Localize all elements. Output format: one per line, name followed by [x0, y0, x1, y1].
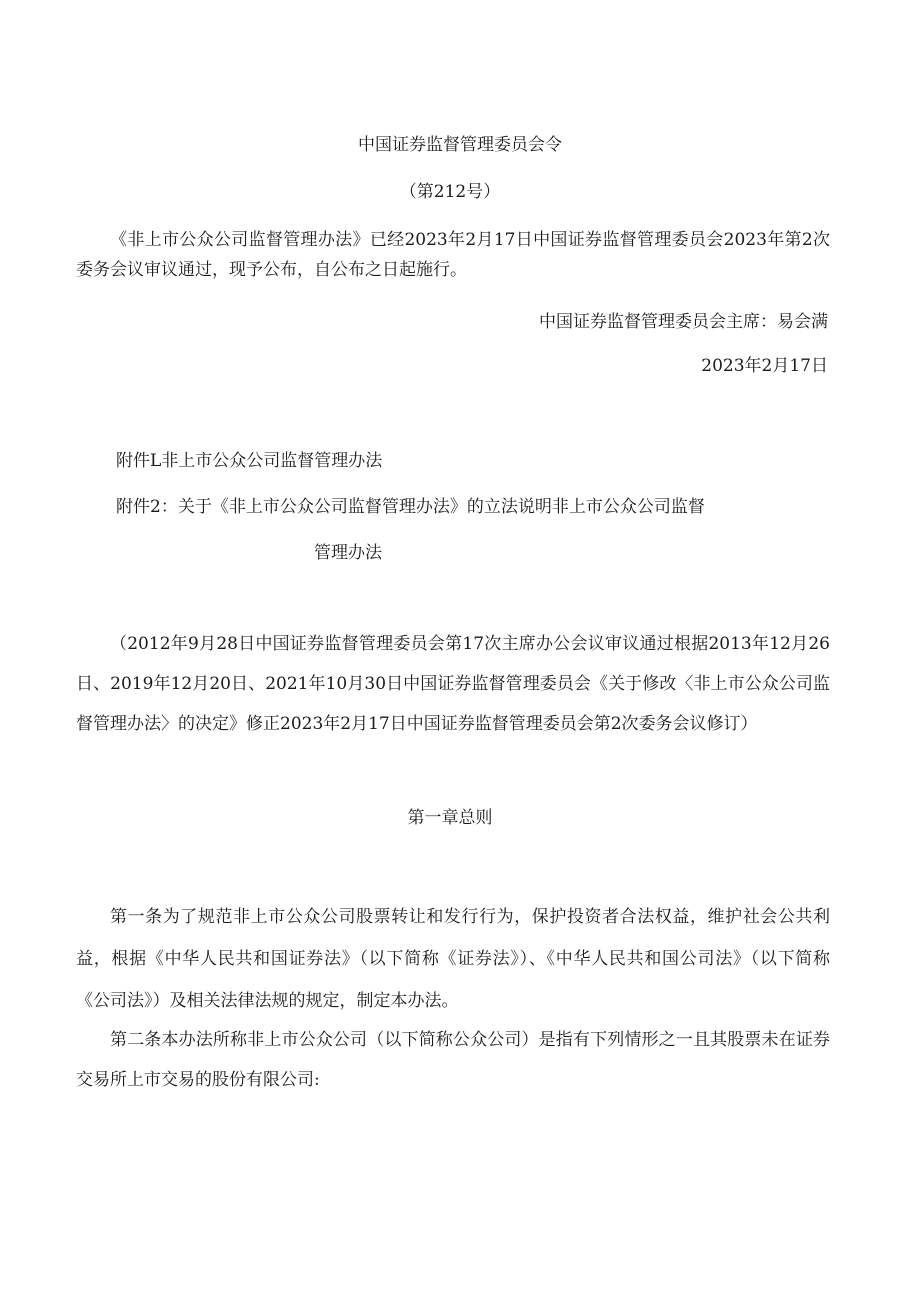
article-1: 第一条为了规范非上市公众公司股票转让和发行行为，保护投资者合法权益，维护社会公共利益，根据《中华人民共和国证券法》（以下简称《证券法》）、《中华人民共和国公司法》（以下简称《公司法》）及相关法律法规的规定，制定本办法。 [76, 907, 830, 1011]
attachment-2-line-2: 管理办法 [314, 543, 382, 563]
order-number: （第212号） [399, 182, 501, 202]
order-announcement: 《非上市公众公司监督管理办法》已经2023年2月17日中国证券监督管理委员会2023年第2次委务会议审议通过，现予公布，自公布之日起施行。 [76, 230, 830, 280]
attachment-2-line-1: 附件2：关于《非上市公众公司监督管理办法》的立法说明非上市公众公司监督 [116, 497, 705, 517]
order-date: 2023年2月17日 [701, 356, 828, 376]
article-2: 第二条本办法所称非上市公众公司（以下简称公众公司）是指有下列情形之一且其股票未在证券交易所上市交易的股份有限公司: [76, 1030, 830, 1090]
order-signature: 中国证券监督管理委员会主席：易会满 [539, 312, 828, 332]
order-title: 中国证券监督管理委员会令 [358, 135, 562, 155]
chapter-title: 第一章总则 [407, 808, 493, 828]
document-history: （2012年9月28日中国证券监督管理委员会第17次主席办公会议审议通过根据2013年12月26日、2019年12月20日、2021年10月30日中国证券监督管理委员会《关于修改〈非上市公众公司监督管理办法〉的决定》修正2023年2月17日中国证券监督管理委员会第2次委务会议修订） [76, 634, 830, 734]
attachment-1: 附件L非上市公众公司监督管理办法 [116, 451, 383, 471]
